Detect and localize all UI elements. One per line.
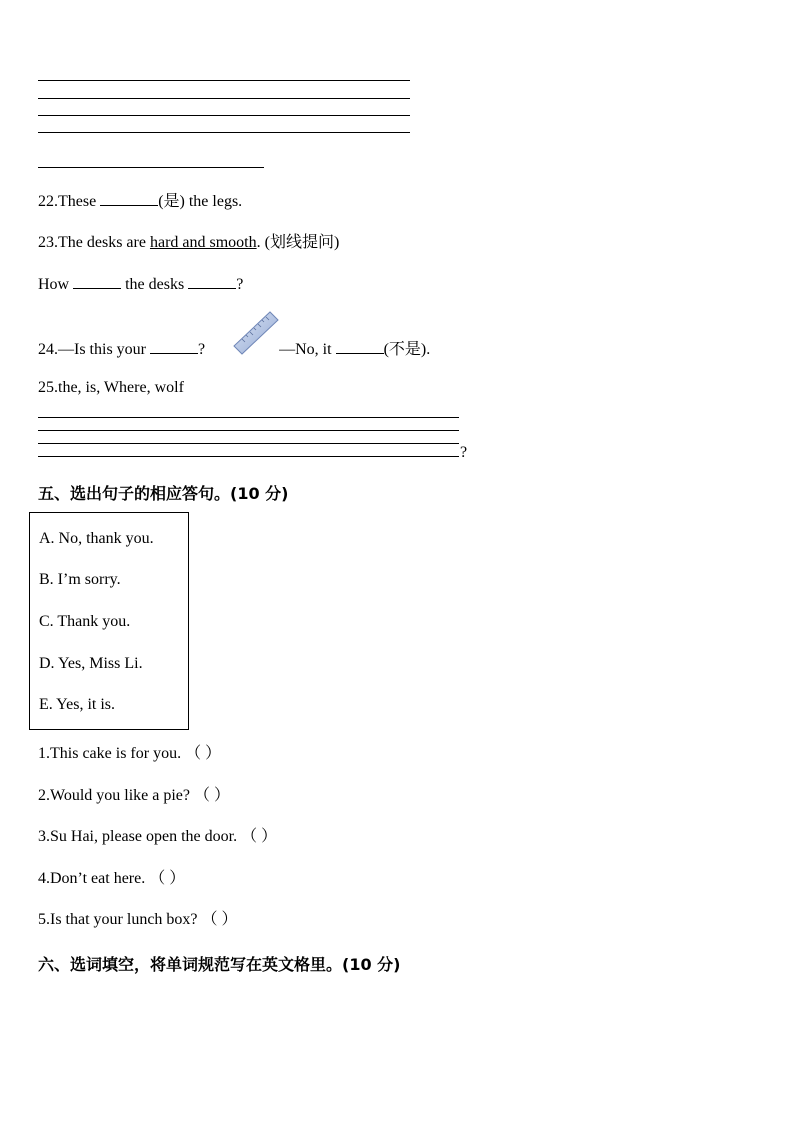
answer-blank[interactable] xyxy=(73,274,121,289)
question-text: —Is this your xyxy=(58,341,150,358)
match-question-1 xyxy=(38,744,221,764)
end-question-mark: ? xyxy=(460,444,468,461)
question-number: 22. xyxy=(38,193,58,210)
option-d: D. Yes, Miss Li. xyxy=(39,655,143,672)
writing-line-2 xyxy=(38,98,410,99)
question-text: (不是). xyxy=(383,341,431,358)
question-text: —No, it xyxy=(279,341,336,358)
answer-blank[interactable] xyxy=(336,339,384,354)
question-22 xyxy=(38,191,242,212)
ruler-icon xyxy=(230,308,282,358)
writing-line-9 xyxy=(38,456,459,457)
match-question-5 xyxy=(38,910,238,930)
writing-line-7 xyxy=(38,430,459,431)
answer-blank[interactable] xyxy=(188,274,236,289)
question-text: These xyxy=(58,193,101,210)
writing-line-8 xyxy=(38,443,459,444)
question-text: 2.Would you like a pie? xyxy=(38,787,191,804)
match-question-4 xyxy=(38,869,185,889)
answer-text: ? xyxy=(236,276,244,293)
options-box xyxy=(29,512,189,730)
question-text: ? xyxy=(198,341,206,358)
writing-line-4 xyxy=(38,132,410,133)
question-number: 23. xyxy=(38,234,58,251)
question-text: 3.Su Hai, please open the door. xyxy=(38,828,238,845)
question-text: the, is, Where, wolf xyxy=(58,379,184,396)
writing-line-5 xyxy=(38,167,264,168)
option-a: A. No, thank you. xyxy=(39,530,154,547)
match-question-3 xyxy=(38,827,277,847)
question-text: (是) the legs. xyxy=(158,193,243,210)
answer-parentheses[interactable]: （ ） xyxy=(149,870,186,887)
option-e: E. Yes, it is. xyxy=(39,696,116,713)
answer-text: How xyxy=(38,276,74,293)
section-6-title: 六、选词填空，将单词规范写在英文格里。(10 分) xyxy=(38,955,401,974)
question-number: 24. xyxy=(38,341,58,358)
answer-parentheses[interactable]: （ ） xyxy=(194,787,231,804)
answer-parentheses[interactable]: （ ） xyxy=(201,911,238,928)
question-number: 25. xyxy=(38,379,58,396)
option-c: C. Thank you. xyxy=(39,613,131,630)
answer-parentheses[interactable]: （ ） xyxy=(185,745,222,762)
match-question-2 xyxy=(38,786,230,806)
question-text: 1.This cake is for you. xyxy=(38,745,182,762)
underlined-phrase: hard and smooth xyxy=(149,234,257,251)
writing-line-1 xyxy=(38,80,410,81)
question-text: . (划线提问) xyxy=(256,234,340,251)
writing-line-6 xyxy=(38,417,459,418)
answer-parentheses[interactable]: （ ） xyxy=(241,828,278,845)
answer-text: the desks xyxy=(121,276,189,293)
question-23-answer xyxy=(38,274,243,295)
question-25 xyxy=(38,378,184,398)
question-text: 5.Is that your lunch box? xyxy=(38,911,198,928)
question-text: 4.Don’t eat here. xyxy=(38,870,146,887)
section-5-title: 五、选出句子的相应答句。(10 分) xyxy=(38,484,289,503)
option-b: B. I’m sorry. xyxy=(39,571,121,588)
answer-blank[interactable] xyxy=(100,191,158,206)
question-text: The desks are xyxy=(58,234,150,251)
answer-blank[interactable] xyxy=(150,339,198,354)
writing-line-3 xyxy=(38,115,410,116)
question-23 xyxy=(38,233,339,253)
